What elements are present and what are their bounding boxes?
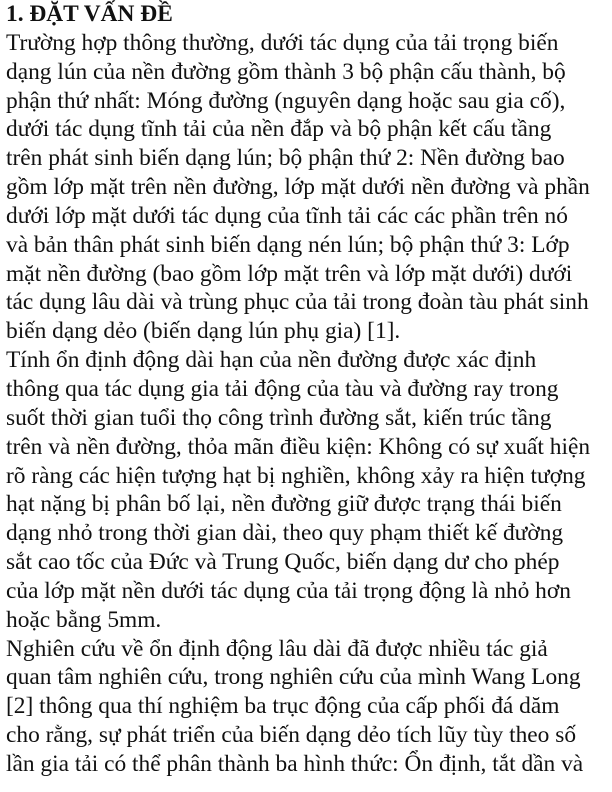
text-line: mặt nền đường (bao gồm lớp mặt trên và lớp mặt dưới) dưới xyxy=(6,260,573,287)
text-line: và bản thân phát sinh biến dạng nén lún; bộ phận thứ 3: Lớp xyxy=(6,231,570,258)
text-line: Trường hợp thông thường, dưới tác dụng của tải trọng biến xyxy=(6,29,559,56)
text-line: Tính ổn định động dài hạn của nền đường được xác định xyxy=(6,347,537,374)
text-line: [2] thông qua thí nghiệm ba trục động của cấp phối đá dăm xyxy=(6,693,560,720)
text-line: sắt cao tốc của Đức và Trung Quốc, biến dạng dư cho phép xyxy=(6,549,560,576)
text-line: trên phát sinh biến dạng lún; bộ phận thứ 2: Nền đường bao xyxy=(6,145,565,172)
text-line: của lớp mặt nền dưới tác dụng của tải trọng động là nhỏ hơn xyxy=(6,577,571,604)
section-heading: 1. ĐẶT VẤN ĐỀ xyxy=(6,1,173,27)
paragraph-2 xyxy=(6,346,612,634)
text-line: hoặc bằng 5mm. xyxy=(6,606,162,633)
document-page xyxy=(6,0,612,779)
text-line: hạt nặng bị phân bố lại, nền đường giữ được trạng thái biến xyxy=(6,491,562,518)
text-line: phận thứ nhất: Móng đường (nguyên dạng hoặc sau gia cố), xyxy=(6,87,566,114)
text-line: Nghiên cứu về ổn định động lâu dài đã được nhiều tác giả xyxy=(6,635,548,662)
text-line: gồm lớp mặt trên nền đường, lớp mặt dưới nền đường và phần xyxy=(6,174,590,201)
text-line: thông qua tác dụng gia tải động của tàu và đường ray trong xyxy=(6,375,559,402)
paragraph-3 xyxy=(6,635,612,779)
text-line: suốt thời gian tuổi thọ công trình đường sắt, kiến trúc tầng xyxy=(6,404,552,431)
text-line: dưới tác dụng tĩnh tải của nền đắp và bộ phận kết cấu tầng xyxy=(6,116,552,143)
text-line: cho rằng, sự phát triển của biến dạng dẻo tích lũy tùy theo số xyxy=(6,722,577,749)
text-line: dạng lún của nền đường gồm thành 3 bộ phận cấu thành, bộ xyxy=(6,58,566,85)
text-line: tác dụng lâu dài và trùng phục của tải trong đoàn tàu phát sinh xyxy=(6,289,589,316)
text-line: lần gia tải có thể phân thành ba hình thức: Ổn định, tắt dần và xyxy=(6,750,584,777)
text-line: dạng nhỏ trong thời gian dài, theo quy phạm thiết kế đường xyxy=(6,520,564,547)
text-line: biến dạng dẻo (biến dạng lún phụ gia) [1]. xyxy=(6,318,401,345)
paragraph-1 xyxy=(6,29,612,346)
text-line: quan tâm nghiên cứu, trong nghiên cứu của mình Wang Long xyxy=(6,664,581,691)
text-line: dưới lớp mặt dưới tác dụng của tĩnh tải các các phần trên nó xyxy=(6,202,568,229)
text-line: trên và nền đường, thỏa mãn điều kiện: Không có sự xuất hiện xyxy=(6,433,591,460)
text-line: rõ ràng các hiện tượng hạt bị nghiền, không xảy ra hiện tượng xyxy=(6,462,586,489)
